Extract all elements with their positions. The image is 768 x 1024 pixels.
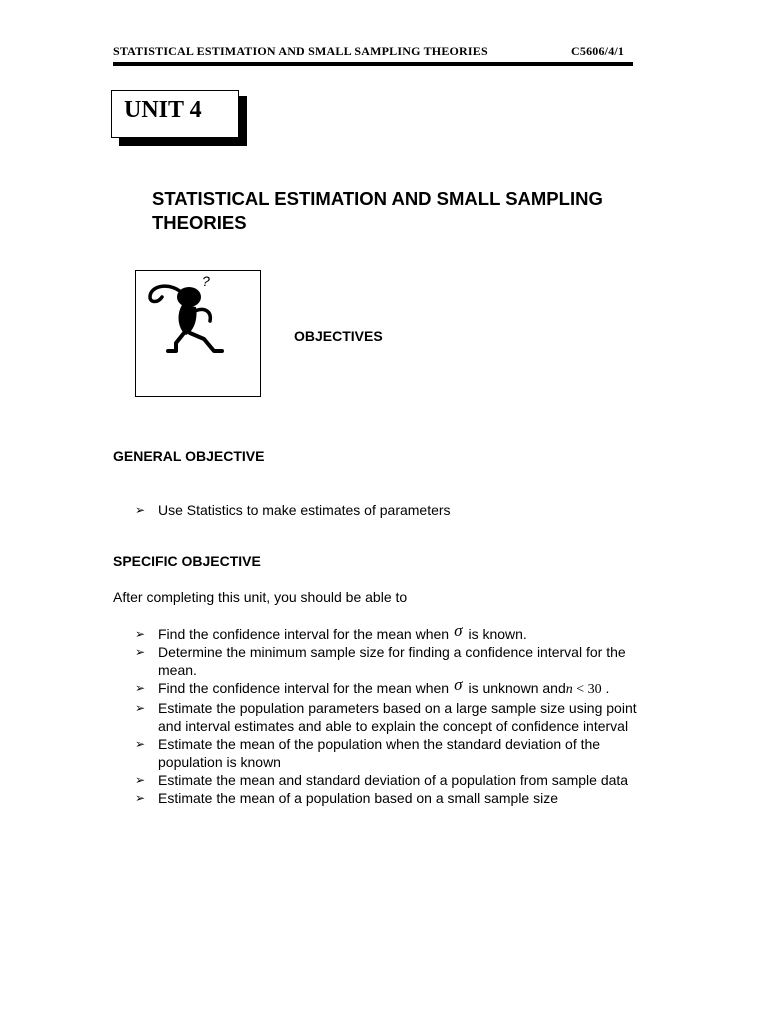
list-item	[135, 621, 655, 643]
list-item-end: .	[605, 680, 610, 696]
thinking-figure-icon	[142, 271, 252, 361]
arrow-bullet-icon: ➢	[135, 627, 146, 641]
arrow-bullet-icon: ➢	[135, 503, 146, 517]
arrow-bullet-icon: ➢	[135, 773, 146, 787]
specific-objective-heading: SPECIFIC OBJECTIVE	[113, 553, 261, 569]
math-expression	[566, 682, 602, 697]
list-item	[135, 789, 655, 807]
sigma-symbol: σ	[454, 675, 463, 694]
header-rule	[113, 62, 633, 66]
header-code: C5606/4/1	[571, 44, 625, 58]
list-item	[135, 735, 655, 771]
arrow-bullet-icon: ➢	[135, 681, 146, 695]
list-item-text: Use Statistics to make estimates of parameters	[158, 502, 451, 518]
list-item-text: Estimate the population parameters based on a large sample size using point and interval estimates and able to explain the concept of confidence interval	[158, 700, 637, 734]
specific-intro-text: After completing this unit, you should be able to	[113, 589, 408, 605]
list-item-text: Find the confidence interval for the mean when	[158, 680, 450, 696]
question-mark: ?	[202, 273, 210, 289]
list-item	[135, 699, 655, 735]
list-item	[135, 643, 655, 679]
title-line-2: THEORIES	[152, 212, 247, 233]
header-title: STATISTICAL ESTIMATION AND SMALL SAMPLING THEORIES	[113, 44, 488, 58]
n-symbol: n	[565, 682, 573, 697]
list-item	[135, 501, 655, 519]
list-item	[135, 771, 655, 789]
general-objective-list	[135, 501, 655, 519]
title-line-1: STATISTICAL ESTIMATION AND SMALL SAMPLING	[152, 188, 603, 209]
list-item-text: Estimate the mean of the population when the standard deviation of the population is known	[158, 736, 601, 770]
unit-label: UNIT 4	[124, 97, 202, 123]
list-item-text: Find the confidence interval for the mean when	[158, 626, 450, 642]
list-item	[135, 675, 655, 699]
arrow-bullet-icon: ➢	[135, 701, 146, 715]
list-item-text: Estimate the mean of a population based on a small sample size	[158, 790, 559, 806]
specific-objective-list	[135, 621, 655, 807]
arrow-bullet-icon: ➢	[135, 645, 146, 659]
sigma-symbol: σ	[454, 621, 463, 640]
arrow-bullet-icon: ➢	[135, 737, 146, 751]
list-item-text-mid: is unknown and	[468, 680, 566, 696]
list-item-text: Estimate the mean and standard deviation of a population from sample data	[158, 772, 629, 788]
list-item-text: Determine the minimum sample size for finding a confidence interval for the mean.	[158, 644, 626, 678]
list-item-text-tail: is known.	[468, 626, 527, 642]
document-title	[152, 187, 672, 235]
general-objective-heading: GENERAL OBJECTIVE	[113, 448, 265, 464]
objectives-label: OBJECTIVES	[294, 328, 383, 344]
inequality: < 30	[576, 682, 602, 697]
unit-box	[111, 90, 239, 138]
figure-frame	[135, 270, 261, 397]
arrow-bullet-icon: ➢	[135, 791, 146, 805]
